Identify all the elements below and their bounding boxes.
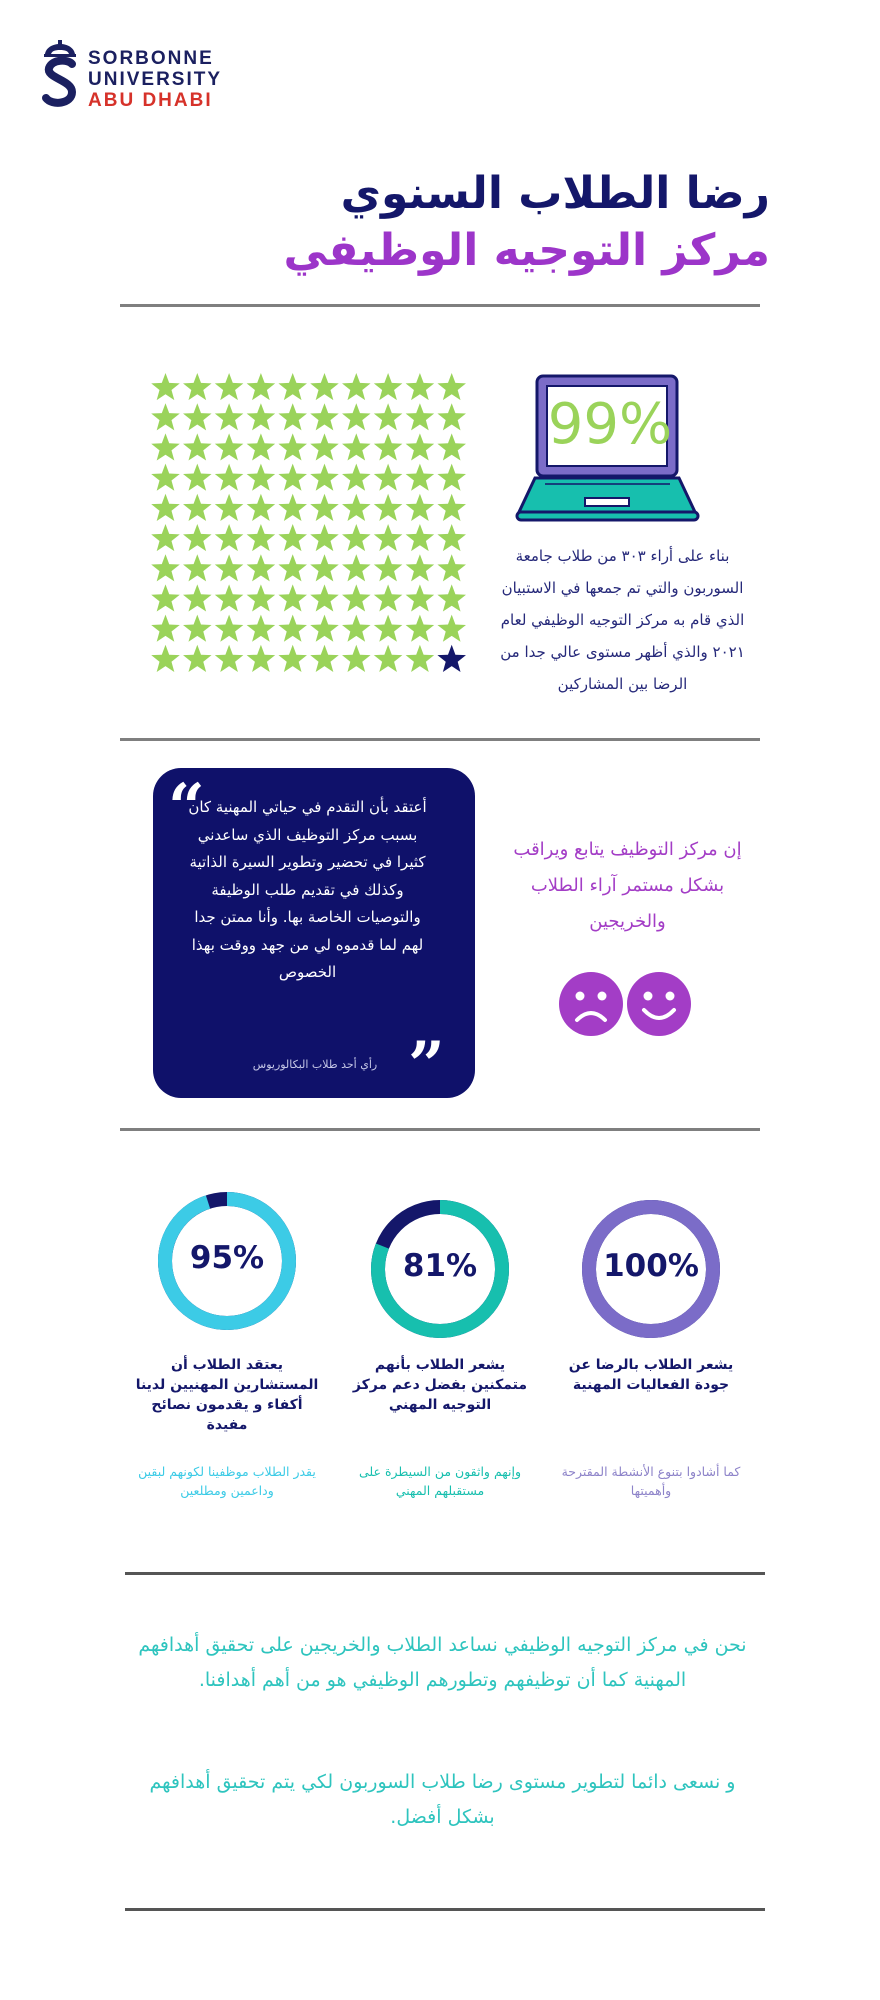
star-filled-icon [151, 615, 180, 642]
star-filled-icon [437, 403, 466, 430]
star-filled-icon [342, 464, 371, 491]
star-filled-icon [215, 645, 244, 672]
sad-face-icon [559, 972, 623, 1036]
star-filled-icon [215, 584, 244, 611]
star-filled-icon [215, 615, 244, 642]
star-filled-icon [247, 403, 276, 430]
satisfaction-description: بناء على أراء ٣٠٣ من طلاب جامعة السوربون والتي تم جمعها في الاستبيان الذي قام به مركز التوجيه الوظيفي لعام ٢٠٢١ والذي أظهر مستوى عالي جدا من الرضا بين المشاركين [500, 547, 745, 693]
satisfaction-percent: 99% [547, 392, 673, 457]
star-filled-icon [437, 494, 466, 521]
star-filled-icon [183, 464, 212, 491]
star-filled-icon [247, 615, 276, 642]
logo-wordmark [88, 48, 222, 111]
star-filled-icon [278, 554, 307, 581]
divider-middle [120, 738, 760, 741]
star-filled-icon [310, 615, 339, 642]
divider-bottom [125, 1908, 765, 1911]
star-filled-icon [247, 433, 276, 460]
star-filled-icon [374, 645, 403, 672]
star-filled-icon [183, 645, 212, 672]
star-filled-icon [374, 524, 403, 551]
star-filled-icon [342, 373, 371, 400]
star-filled-icon [151, 373, 180, 400]
star-filled-icon [247, 584, 276, 611]
star-filled-icon [310, 373, 339, 400]
star-filled-icon [215, 554, 244, 581]
star-filled-icon [215, 433, 244, 460]
star-filled-icon [247, 524, 276, 551]
ring-label-81: 81% [402, 1248, 478, 1284]
star-filled-icon [310, 645, 339, 672]
star-filled-icon [310, 403, 339, 430]
stat-subtitle-events: كما أشادوا بتنوع الأنشطة المقترحة وأهميتها [561, 1464, 741, 1498]
star-filled-icon [406, 494, 435, 521]
star-filled-icon [342, 494, 371, 521]
star-filled-icon [247, 464, 276, 491]
star-filled-icon [151, 645, 180, 672]
star-filled-icon [151, 524, 180, 551]
star-filled-icon [406, 524, 435, 551]
star-filled-icon [247, 373, 276, 400]
star-filled-icon [278, 433, 307, 460]
star-filled-icon [342, 403, 371, 430]
star-filled-icon [406, 584, 435, 611]
star-filled-icon [183, 615, 212, 642]
star-filled-icon [406, 373, 435, 400]
divider-top [120, 304, 760, 307]
star-filled-icon [374, 433, 403, 460]
star-filled-icon [374, 615, 403, 642]
star-filled-icon [437, 464, 466, 491]
star-filled-icon [406, 615, 435, 642]
star-filled-icon [278, 494, 307, 521]
star-filled-icon [374, 554, 403, 581]
star-filled-icon [342, 615, 371, 642]
star-filled-icon [247, 494, 276, 521]
star-filled-icon [437, 373, 466, 400]
star-filled-icon [310, 433, 339, 460]
quote-close-icon: ” [408, 1028, 445, 1103]
star-dark-icon [437, 645, 466, 672]
testimonial-attribution: رأي أحد طلاب البكالوريوس [252, 1058, 378, 1071]
star-filled-icon [342, 433, 371, 460]
closing-paragraph-2: و نسعى دائما لتطوير مستوى رضا طلاب السوربون لكي يتم تحقيق أهدافهم بشكل أفضل. [149, 1771, 736, 1828]
star-filled-icon [278, 524, 307, 551]
divider-stats [120, 1128, 760, 1131]
star-filled-icon [437, 524, 466, 551]
star-filled-icon [151, 554, 180, 581]
stat-subtitle-advisors: يقدر الطلاب موظفينا لكونهم لبقين وداعمين ومطلعين [138, 1464, 316, 1498]
star-filled-icon [374, 373, 403, 400]
ring-label-100: 100% [603, 1248, 699, 1284]
stat-title-events: يشعر الطلاب بالرضا عن جودة الفعاليات المهنية [568, 1357, 734, 1393]
divider-closing [125, 1572, 765, 1575]
stat-subtitle-empowered: وإنهم واثقون من السيطرة على مستقبلهم المهني [358, 1464, 522, 1498]
faces-icon [555, 968, 695, 1038]
quote-open-icon: “ [168, 770, 205, 845]
star-filled-icon [278, 645, 307, 672]
stat-title-empowered: يشعر الطلاب بأنهم متمكنين بفضل دعم مركز التوجيه المهني [352, 1357, 528, 1413]
star-filled-icon [437, 615, 466, 642]
star-filled-icon [183, 433, 212, 460]
page-title: رضا الطلاب السنوي [340, 168, 770, 219]
star-filled-icon [215, 403, 244, 430]
stars-grid [150, 372, 475, 677]
star-filled-icon [183, 524, 212, 551]
star-filled-icon [151, 403, 180, 430]
star-filled-icon [406, 554, 435, 581]
logo-line-abu-dhabi: ABU DHABI [88, 90, 213, 111]
closing-paragraph-1: نحن في مركز التوجيه الوظيفي نساعد الطلاب والخريجين على تحقيق أهدافهم المهنية كما أن توظيفهم وتطورهم الوظيفي هو من أهم أهدافنا. [138, 1634, 747, 1691]
star-filled-icon [342, 554, 371, 581]
star-filled-icon [310, 524, 339, 551]
page-subtitle: مركز التوجيه الوظيفي [283, 225, 770, 276]
star-filled-icon [406, 403, 435, 430]
star-filled-icon [151, 433, 180, 460]
star-filled-icon [183, 584, 212, 611]
ring-label-95: 95% [189, 1240, 265, 1276]
testimonial-text: أعتقد بأن التقدم في حياتي المهنية كان بسبب مركز التوظيف الذي ساعدني كثيرا في تحضير وتطوير السيرة الذاتية وكذلك في تقديم طلب الوظيفة والتوصيات الخاصة بها. وأنا ممتن جدا لهم لما قدموه لي من جهد ووقت بهذا الخصوص [188, 798, 427, 981]
happy-face-icon [627, 972, 691, 1036]
star-filled-icon [278, 464, 307, 491]
star-filled-icon [247, 645, 276, 672]
star-filled-icon [151, 464, 180, 491]
star-filled-icon [151, 494, 180, 521]
star-filled-icon [215, 464, 244, 491]
star-filled-icon [278, 584, 307, 611]
star-filled-icon [406, 464, 435, 491]
star-filled-icon [406, 645, 435, 672]
star-filled-icon [215, 494, 244, 521]
star-filled-icon [151, 584, 180, 611]
star-filled-icon [310, 494, 339, 521]
logo-line-university: UNIVERSITY [88, 69, 223, 90]
star-filled-icon [437, 554, 466, 581]
star-filled-icon [183, 403, 212, 430]
star-filled-icon [374, 584, 403, 611]
star-filled-icon [310, 554, 339, 581]
star-filled-icon [310, 584, 339, 611]
star-filled-icon [374, 494, 403, 521]
star-filled-icon [374, 464, 403, 491]
star-filled-icon [278, 373, 307, 400]
star-filled-icon [437, 584, 466, 611]
star-filled-icon [437, 433, 466, 460]
star-filled-icon [183, 554, 212, 581]
star-filled-icon [310, 464, 339, 491]
star-filled-icon [374, 403, 403, 430]
star-filled-icon [247, 554, 276, 581]
star-filled-icon [183, 373, 212, 400]
star-filled-icon [278, 403, 307, 430]
star-filled-icon [183, 494, 212, 521]
star-filled-icon [342, 524, 371, 551]
star-filled-icon [278, 615, 307, 642]
stat-title-advisors: يعتقد الطلاب أن المستشارين المهنيين لدينا أكفاء و يقدمون نصائح مفيدة [135, 1357, 319, 1433]
star-filled-icon [342, 584, 371, 611]
monitoring-text: إن مركز التوظيف يتابع ويراقب بشكل مستمر آراء الطلاب والخريجين [513, 839, 742, 932]
logo-line-sorbonne: SORBONNE [88, 48, 214, 69]
star-filled-icon [215, 524, 244, 551]
star-filled-icon [342, 645, 371, 672]
star-filled-icon [215, 373, 244, 400]
star-filled-icon [406, 433, 435, 460]
